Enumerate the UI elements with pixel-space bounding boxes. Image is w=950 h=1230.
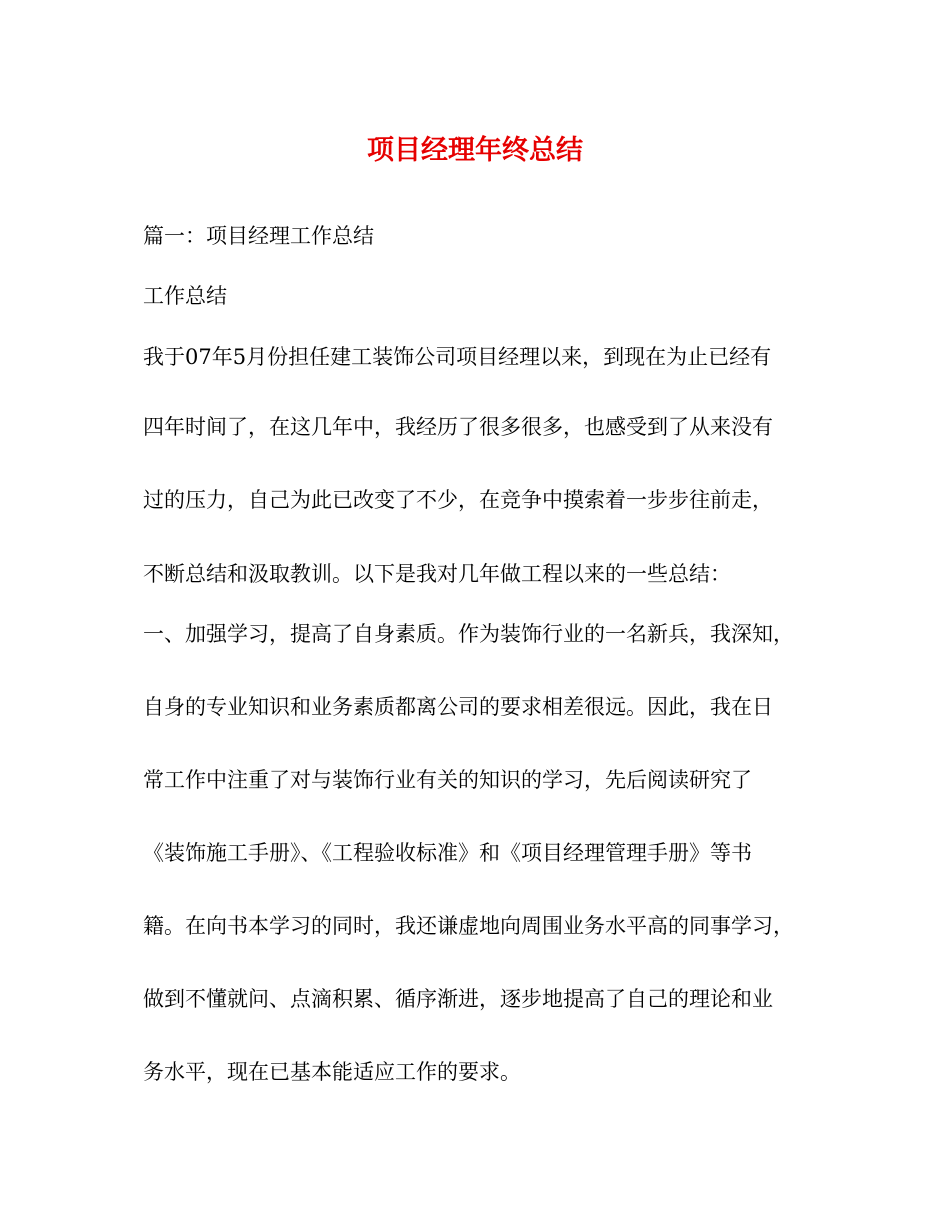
paragraph-line: 我于07年5月份担任建工装饰公司项目经理以来，到现在为止已经有 [143,345,772,369]
paragraph-line: 过的压力，自己为此已改变了不少，在竞争中摸索着一步步往前走， [143,488,773,512]
paragraph-line: 四年时间了，在这几年中，我经历了很多很多，也感受到了从来没有 [143,415,773,439]
paragraph-line: 一、加强学习，提高了自身素质。作为装饰行业的一名新兵，我深知， [143,622,794,646]
paragraph-line: 《装饰施工手册》、《工程验收标准》和《项目经理管理手册》等书 [143,841,752,865]
paragraph-line: 常工作中注重了对与装饰行业有关的知识的学习，先后阅读研究了 [143,768,752,792]
paragraph-line: 做到不懂就问、点滴积累、循序渐进，逐步地提高了自己的理论和业 [143,987,773,1011]
document-title: 项目经理年终总结 [367,135,583,166]
section-heading: 篇一：项目经理工作总结 [143,224,374,248]
paragraph-line: 务水平，现在已基本能适应工作的要求。 [143,1060,521,1084]
paragraph-line: 不断总结和汲取教训。以下是我对几年做工程以来的一些总结： [143,562,731,586]
paragraph-line: 自身的专业知识和业务素质都离公司的要求相差很远。因此，我在日 [143,695,773,719]
subheading: 工作总结 [143,284,227,308]
paragraph-line: 籍。在向书本学习的同时，我还谦虚地向周围业务水平高的同事学习， [143,914,794,938]
